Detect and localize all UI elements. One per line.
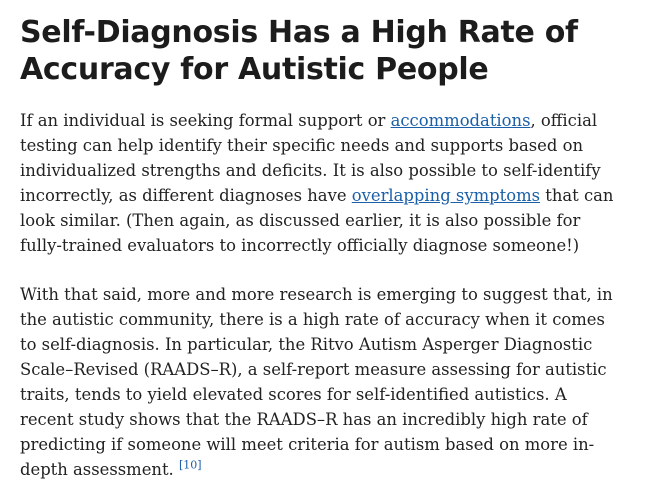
heading-line-1: Self-Diagnosis Has a High Rate of	[20, 15, 578, 50]
paragraph-1-text-c: that can look similar. (Then again, as discussed earlier, it is also possible for fully-trained evaluators to incorrectly officially diagnose someone!)	[20, 186, 614, 255]
overlapping-symptoms-link[interactable]: overlapping symptoms	[351, 186, 541, 205]
citation-link[interactable]: [10]	[178, 458, 202, 472]
paragraph-2	[20, 282, 625, 482]
heading-line-2: Accuracy for Autistic People	[20, 52, 489, 87]
paragraph-1-text-b: , official testing can help identify their specific needs and supports based on individualized strengths and deficits. It is also possible to self-identify incorrectly, as different diagnoses have	[20, 111, 601, 205]
paragraph-1	[20, 108, 625, 258]
accommodations-link[interactable]: accommodations	[390, 111, 531, 130]
section-heading	[20, 14, 625, 88]
paragraph-2-text: With that said, more and more research is emerging to suggest that, in the autistic community, there is a high rate of accuracy when it comes to self-diagnosis. In particular, the Ritvo Autism Asperger Diagnostic Scale–Revised (RAADS–R), a self-report measure assessing for autistic traits, tends to yield elevated scores for self-identified autistics. A recent study shows that the RAADS–R has an incredibly high rate of predicting if someone will meet criteria for autism based on more in-depth assessment.	[20, 285, 613, 479]
paragraph-1-text-a: If an individual is seeking formal support or	[20, 111, 391, 130]
article-body	[20, 14, 625, 482]
